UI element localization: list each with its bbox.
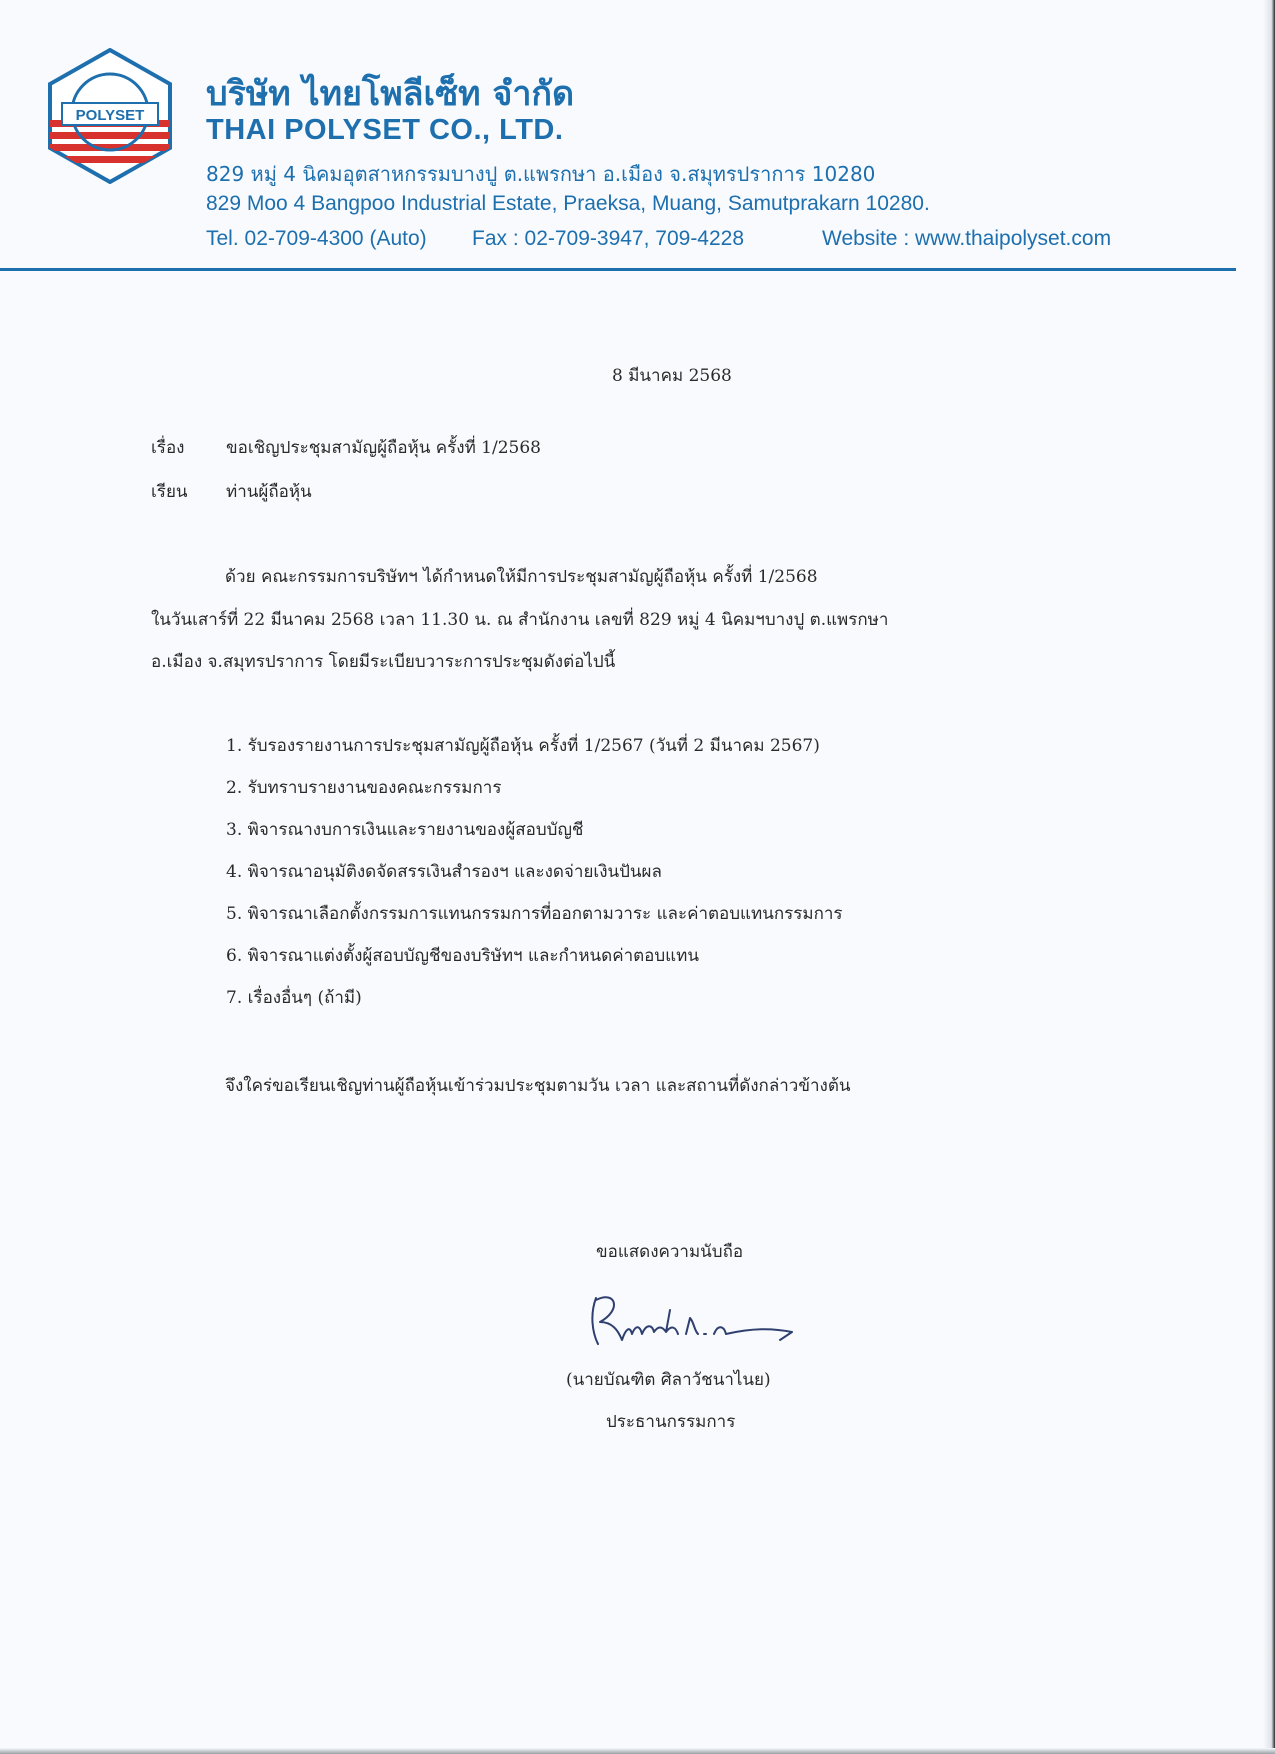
agenda-item: 3. พิจารณางบการเงินและรายงานของผู้สอบบัญชี: [226, 820, 584, 840]
telephone: Tel. 02-709-4300 (Auto): [206, 227, 427, 250]
recipient-text: ท่านผู้ถือหุ้น: [226, 482, 312, 502]
agenda-item: 1. รับรองรายงานการประชุมสามัญผู้ถือหุ้น ครั้งที่ 1/2567 (วันที่ 2 มีนาคม 2567): [226, 736, 820, 756]
agenda-item: 4. พิจารณาอนุมัติงดจัดสรรเงินสำรองฯ และงดจ่ายเงินปันผล: [226, 862, 662, 882]
agenda-item: 6. พิจารณาแต่งตั้งผู้สอบบัญชีของบริษัทฯ และกำหนดค่าตอบแทน: [226, 946, 699, 966]
signer-name: (นายบัณฑิต ศิลาวัชนาไนย): [566, 1370, 771, 1390]
regards: ขอแสดงความนับถือ: [596, 1242, 744, 1262]
letter-date: 8 มีนาคม 2568: [612, 366, 732, 386]
body-paragraph-line: อ.เมือง จ.สมุทรปราการ โดยมีระเบียบวาระการประชุมดังต่อไปนี้: [151, 652, 616, 672]
body-paragraph-line: ในวันเสาร์ที่ 22 มีนาคม 2568 เวลา 11.30 น. ณ สำนักงาน เลขที่ 829 หมู่ 4 นิคมฯบางปู ต.แพรกษา: [151, 610, 889, 630]
handwritten-signature: [582, 1288, 802, 1358]
address-english: 829 Moo 4 Bangpoo Industrial Estate, Praeksa, Muang, Samutprakarn 10280.: [206, 192, 930, 215]
scan-edge: [0, 1748, 1275, 1754]
signer-title: ประธานกรรมการ: [606, 1412, 736, 1432]
subject-text: ขอเชิญประชุมสามัญผู้ถือหุ้น ครั้งที่ 1/2568: [226, 438, 541, 458]
agenda-item: 5. พิจารณาเลือกตั้งกรรมการแทนกรรมการที่ออกตามวาระ และค่าตอบแทนกรรมการ: [226, 904, 843, 924]
body-paragraph-line: ด้วย คณะกรรมการบริษัทฯ ได้กำหนดให้มีการประชุมสามัญผู้ถือหุ้น ครั้งที่ 1/2568: [225, 567, 818, 587]
logo-text: POLYSET: [75, 107, 145, 124]
polyset-logo: [46, 48, 174, 184]
recipient-label: เรียน: [151, 482, 188, 502]
scan-edge: [1263, 0, 1275, 1754]
address-thai: 829 หมู่ 4 นิคมอุตสาหกรรมบางปู ต.แพรกษา อ.เมือง จ.สมุทรปราการ 10280: [206, 162, 876, 186]
company-name-thai: บริษัท ไทยโพลีเซ็ท จำกัด: [206, 74, 575, 114]
closing-sentence: จึงใคร่ขอเรียนเชิญท่านผู้ถือหุ้นเข้าร่วมประชุมตามวัน เวลา และสถานที่ดังกล่าวข้างต้น: [225, 1076, 851, 1096]
fax: Fax : 02-709-3947, 709-4228: [472, 227, 745, 250]
agenda-item: 7. เรื่องอื่นๆ (ถ้ามี): [226, 988, 362, 1008]
agenda-item: 2. รับทราบรายงานของคณะกรรมการ: [226, 778, 502, 798]
company-name-english: THAI POLYSET CO., LTD.: [206, 114, 564, 146]
subject-label: เรื่อง: [151, 438, 185, 458]
website: Website : www.thaipolyset.com: [822, 227, 1112, 250]
header-divider: [0, 268, 1236, 271]
